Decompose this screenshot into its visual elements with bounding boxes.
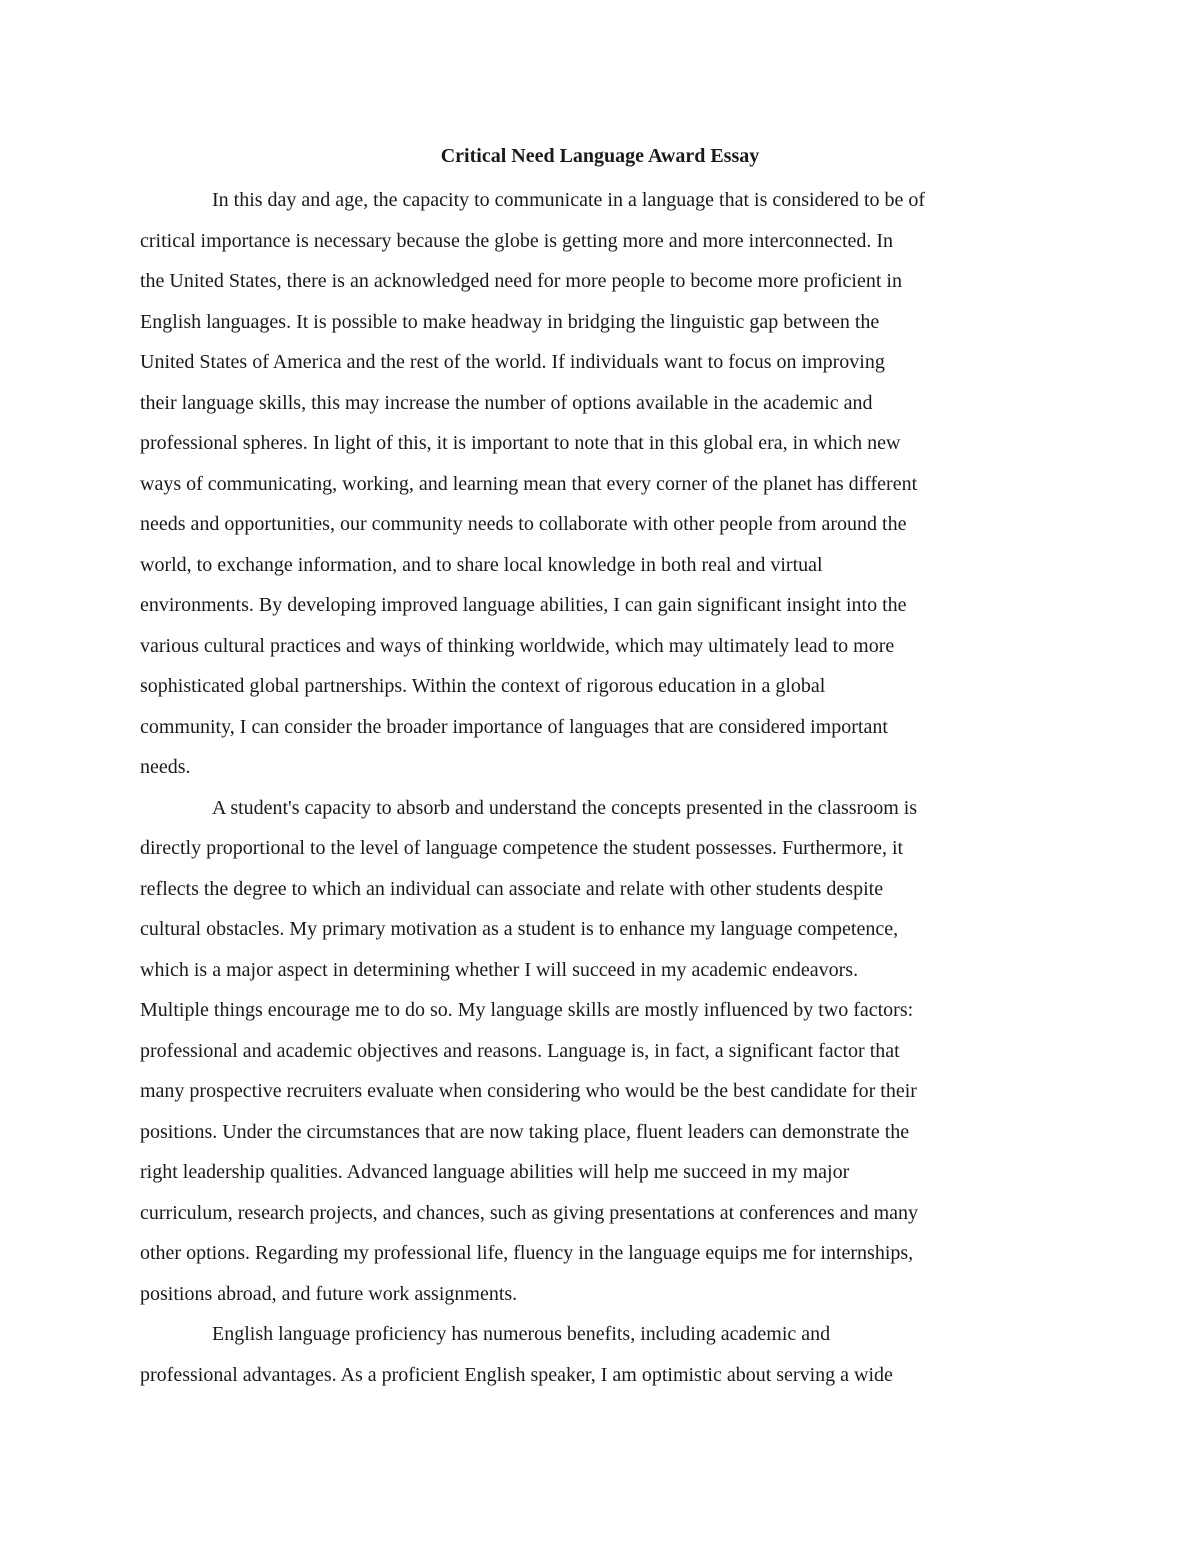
essay-title: Critical Need Language Award Essay [440,145,760,167]
paragraph-2-line-12: other options. Regarding my professional life, fluency in the language equips me for internships, [140,1242,914,1264]
paragraph-1-line-10: world, to exchange information, and to share local knowledge in both real and virtual [140,553,823,576]
paragraph-2-line-1: A student's capacity to absorb and understand the concepts presented in the classroom is [212,796,918,819]
paragraph-1-line-2: critical importance is necessary because the globe is getting more and more interconnected. In [140,229,894,252]
paragraph-1-line-4: English languages. It is possible to make headway in bridging the linguistic gap between the [140,310,880,333]
paragraph-2-line-5: which is a major aspect in determining whether I will succeed in my academic endeavors. [140,958,859,981]
paragraph-2-line-10: right leadership qualities. Advanced language abilities will help me succeed in my major [140,1161,850,1183]
paragraph-1-line-6: their language skills, this may increase the number of options available in the academic and [140,391,873,414]
paragraph-1-line-9: needs and opportunities, our community needs to collaborate with other people from around the [140,513,907,535]
essay-body [140,180,1060,1395]
paragraph-3-line-1: English language proficiency has numerous benefits, including academic and [212,1323,831,1345]
paragraph-2-line-8: many prospective recruiters evaluate when considering who would be the best candidate for their [140,1080,917,1102]
paragraph-2-line-7: professional and academic objectives and reasons. Language is, in fact, a significant factor that [140,1039,900,1062]
paragraph-2-line-11: curriculum, research projects, and chances, such as giving presentations at conferences and many [140,1201,919,1224]
paragraph-1-line-15: needs. [140,756,191,778]
paragraph-1-line-5: United States of America and the rest of the world. If individuals want to focus on improving [140,351,885,373]
paragraph-1-line-12: various cultural practices and ways of thinking worldwide, which may ultimately lead to more [140,634,895,657]
paragraph-2-line-13: positions abroad, and future work assignments. [140,1282,518,1305]
paragraph-3-line-2: professional advantages. As a proficient English speaker, I am optimistic about serving a wide [140,1363,893,1386]
paragraph-1-line-14: community, I can consider the broader importance of languages that are considered important [140,715,888,738]
paragraph-2-line-3: reflects the degree to which an individual can associate and relate with other students despite [140,877,884,900]
paragraph-1-line-13: sophisticated global partnerships. Within the context of rigorous education in a global [140,675,826,697]
paragraph-2-line-2: directly proportional to the level of language competence the student possesses. Furthermore, it [140,837,904,859]
paragraph-1-line-1: In this day and age, the capacity to communicate in a language that is considered to be of [212,189,926,211]
paragraph-1-line-3: the United States, there is an acknowledged need for more people to become more proficient in [140,270,902,292]
paragraph-2-line-6: Multiple things encourage me to do so. My language skills are mostly influenced by two factors: [140,999,914,1021]
paragraph-2-line-4: cultural obstacles. My primary motivation as a student is to enhance my language competence, [140,918,899,940]
paragraph-1-line-8: ways of communicating, working, and learning mean that every corner of the planet has different [140,472,918,495]
paragraph-1-line-7: professional spheres. In light of this, it is important to note that in this global era, in which new [140,432,901,454]
paragraph-2-line-9: positions. Under the circumstances that are now taking place, fluent leaders can demonstrate the [140,1120,910,1143]
paragraph-1-line-11: environments. By developing improved language abilities, I can gain significant insight into the [140,594,907,616]
